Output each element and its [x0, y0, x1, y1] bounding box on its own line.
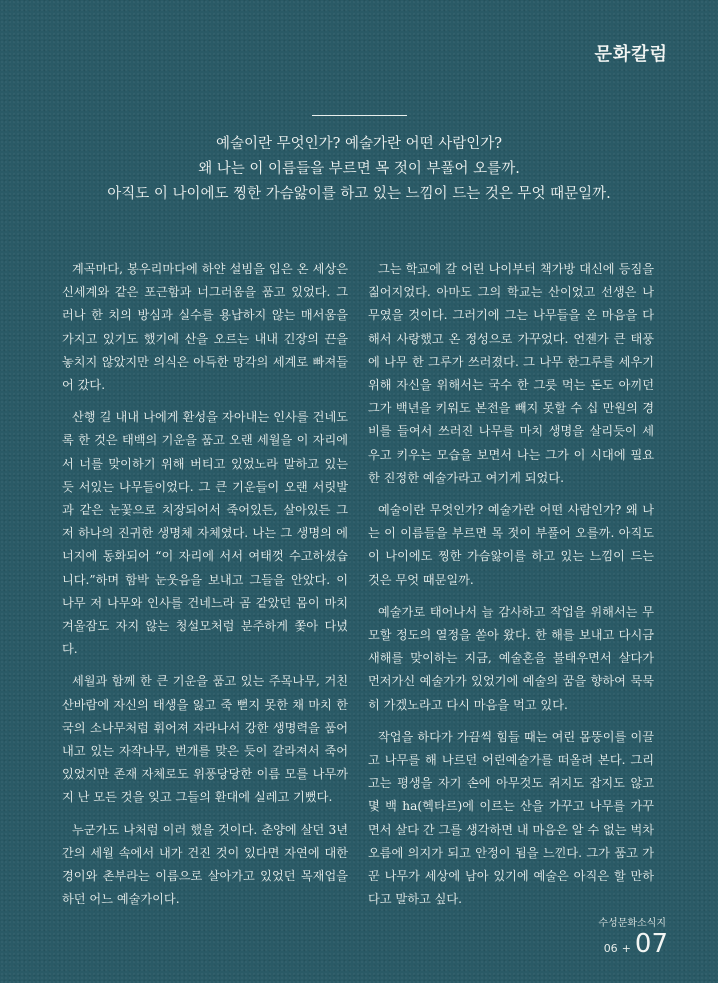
intro-line-2: 왜 나는 이 이름들을 부르면 목 젓이 부풀어 오를까. [198, 161, 520, 177]
paragraph: 산행 길 내내 나에게 환성을 자아내는 인사를 건네도록 한 것은 태백의 기운을 품고 오랜 세월을 이 자리에서 너를 맞이하기 위해 버티고 있었노라 말하고 있는 듯 서있는 나무들이었다. 그 큰 기운들이 오랜 서릿발과 같은 눈꽃으로 치장되어서 죽어있든, 살아있든 그저 하나의 진귀한 생명체 자체였다. 나는 그 생명의 에너지에 동화되어 “이 자리에 서서 여태껏 수고하셨습니다.”하며 함박 눈웃음을 보내고 그들을 안았다. 이 나무 저 나무와 인사를 건네느라 곰 같았던 몸이 마치 겨울잠도 자지 않는 청설모처럼 분주하게 쫓아 다녔다. [62, 410, 348, 657]
right-column [368, 258, 654, 920]
paragraph: 누군가도 나처럼 이러 했을 것이다. 춘양에 살던 3년간의 세월 속에서 내가 건진 것이 있다면 자연에 대한 경이와 촌부라는 이름으로 살아가고 있었던 목재업을 하던 어느 예술가이다. [62, 822, 348, 907]
left-column [62, 258, 348, 920]
paragraph: 세월과 함께 한 큰 기운을 품고 있는 주목나무, 거친 산바람에 자신의 태생을 잃고 죽 뻗지 못한 채 마치 한국의 소나무처럼 휘어져 자라나서 강한 생명력을 품어 내고 있는 자작나무, 번개를 맞은 듯이 갈라져서 죽어 있었지만 존재 자체로도 위풍당당한 이름 모를 나무까지 난 모든 것을 잊고 그들의 환대에 실레고 기뻤다. [62, 674, 348, 805]
page-separator: + [621, 942, 631, 955]
section-tag: 문화칼럼 [594, 44, 668, 65]
intro-line-1: 예술이란 무엇인가? 예술가란 어떤 사람인가? [215, 136, 503, 152]
page-numbers [598, 931, 668, 957]
paragraph: 계곡마다, 봉우리마다에 하얀 설빔을 입은 온 세상은 신세계와 같은 포근함과 너그러움을 품고 있었다. 그러나 한 치의 방심과 실수를 용납하지 않는 매서움을 가지고 있기도 했기에 산을 오르는 내내 긴장의 끈을 놓치지 않았지만 의식은 아득한 망각의 세계로 빠져들어 갔다. [62, 262, 348, 393]
intro-quote [40, 132, 678, 207]
paragraph: 작업을 하다가 가끔씩 힘들 때는 여린 몸뚱이를 이끌고 나무를 해 나르던 어린예술가를 떠올려 본다. 그리고는 평생을 자기 손에 아무것도 쥐지도 잡지도 않고 몇 백 ha(헥타르)에 이르는 산을 가꾸고 나무를 가꾸면서 살다 간 그를 생각하면 내 마음은 알 수 없는 벅차오름에 의지가 되고 안정이 됨을 느낀다. 그가 품고 가꾼 나무가 세상에 남아 있기에 예술은 아직은 할 만하다고 말하고 싶다. [368, 729, 654, 907]
page-number-right: 07 [634, 929, 668, 959]
paragraph: 예술가로 태어나서 늘 감사하고 작업을 위해서는 무모할 정도의 열정을 쏟아 왔다. 한 해를 보내고 다시금 새해를 맞이하는 지금, 예술혼을 불태우면서 살다가 먼저가신 예술가가 있었기에 예술의 꿈을 향하여 묵묵히 가겠노라고 다시 마음을 먹고 있다. [368, 604, 654, 712]
page-footer [598, 914, 668, 957]
paragraph: 예술이란 무엇인가? 예술가란 어떤 사람인가? 왜 나는 이 이름들을 부르면 목 젓이 부풀어 오를까. 아직도 이 나이에도 찡한 가슴앓이를 하고 있는 느낌이 드는 것은 무엇 때문일까. [368, 503, 654, 587]
divider-rule [312, 115, 407, 116]
publication-name: 수성문화소식지 [598, 918, 666, 929]
intro-line-3: 아직도 이 나이에도 찡한 가슴앓이를 하고 있는 느낌이 드는 것은 무엇 때문일까. [107, 186, 611, 202]
page-number-left: 06 [603, 942, 618, 955]
paragraph: 그는 학교에 갈 어린 나이부터 책가방 대신에 등짐을 짊어지었다. 아마도 그의 학교는 산이었고 선생은 나무였을 것이다. 그러기에 그는 나무들을 온 마음을 다해서 사랑했고 온 정성으로 가꾸었다. 언젠가 큰 태풍에 나무 한 그루가 쓰러졌다. 그 나무 한그루를 세우기 위해 자신을 위해서는 국수 한 그릇 먹는 돈도 아끼던 그가 백년을 키워도 본전을 빼지 못할 수 십 만원의 경비를 들여서 쓰러진 나무를 마치 생명을 살리듯이 세우고 키우는 모습을 보면서 나는 그가 이 시대에 필요한 진정한 예술가라고 여기게 되었다. [368, 262, 654, 485]
